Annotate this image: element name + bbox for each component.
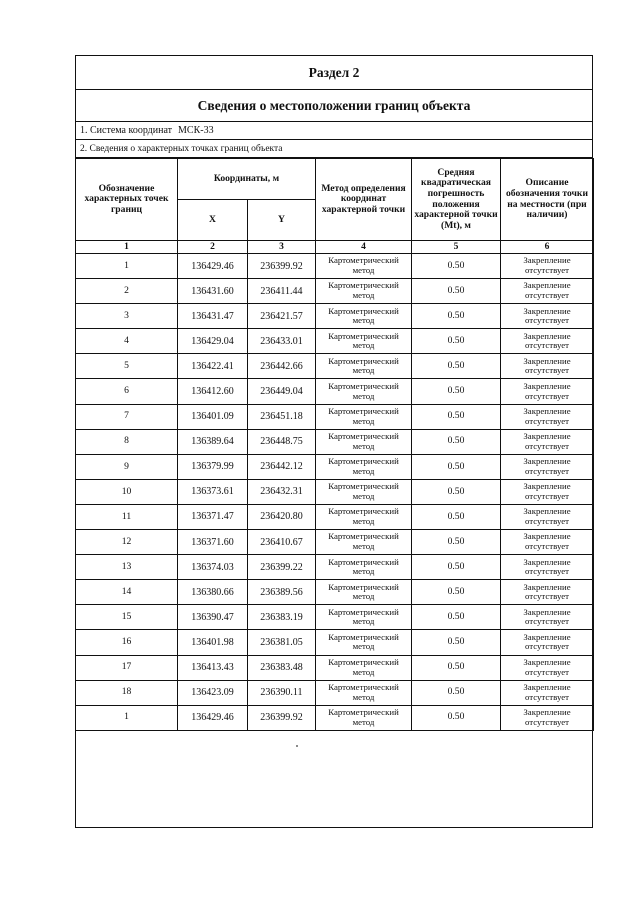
x-coordinate-cell: 136423.09	[178, 680, 248, 705]
point-id-cell: 18	[76, 680, 178, 705]
header-description: Описание обозначения точки на местности (при наличии)	[501, 159, 594, 241]
header-y: Y	[248, 200, 316, 241]
x-coordinate-cell: 136374.03	[178, 555, 248, 580]
table-row	[76, 479, 594, 504]
point-id-cell: 1	[76, 254, 178, 279]
y-coordinate-cell: 236449.04	[248, 379, 316, 404]
method-cell: Картометрический метод	[316, 329, 412, 354]
point-id-cell: 4	[76, 329, 178, 354]
method-cell: Картометрический метод	[316, 479, 412, 504]
error-cell: 0.50	[412, 705, 501, 730]
y-coordinate-cell: 236442.66	[248, 354, 316, 379]
x-coordinate-cell: 136401.98	[178, 630, 248, 655]
table-row	[76, 580, 594, 605]
method-cell: Картометрический метод	[316, 630, 412, 655]
error-cell: 0.50	[412, 354, 501, 379]
x-coordinate-cell: 136379.99	[178, 454, 248, 479]
table-row	[76, 555, 594, 580]
point-id-cell: 10	[76, 479, 178, 504]
y-coordinate-cell: 236411.44	[248, 279, 316, 304]
method-cell: Картометрический метод	[316, 404, 412, 429]
section-title: Раздел 2	[76, 56, 592, 90]
scan-speck	[296, 745, 298, 747]
table-row	[76, 404, 594, 429]
point-id-cell: 15	[76, 605, 178, 630]
point-id-cell: 1	[76, 705, 178, 730]
error-cell: 0.50	[412, 555, 501, 580]
y-coordinate-cell: 236399.22	[248, 555, 316, 580]
method-cell: Картометрический метод	[316, 454, 412, 479]
column-number: 6	[501, 241, 594, 254]
error-cell: 0.50	[412, 580, 501, 605]
table-row	[76, 680, 594, 705]
points-section-label: 2. Сведения о характерных точках границ объекта	[76, 140, 592, 158]
method-cell: Картометрический метод	[316, 379, 412, 404]
points-table	[75, 158, 594, 731]
error-cell: 0.50	[412, 605, 501, 630]
table-row	[76, 504, 594, 529]
table-row	[76, 379, 594, 404]
error-cell: 0.50	[412, 630, 501, 655]
description-cell: Закрепление отсутствует	[501, 504, 594, 529]
y-coordinate-cell: 236451.18	[248, 404, 316, 429]
x-coordinate-cell: 136380.66	[178, 580, 248, 605]
point-id-cell: 3	[76, 304, 178, 329]
table-row	[76, 329, 594, 354]
error-cell: 0.50	[412, 454, 501, 479]
coordinate-system-value: МСК-33	[178, 125, 214, 136]
section-subtitle: Сведения о местоположении границ объекта	[76, 90, 592, 122]
error-cell: 0.50	[412, 379, 501, 404]
table-row	[76, 530, 594, 555]
error-cell: 0.50	[412, 530, 501, 555]
y-coordinate-cell: 236433.01	[248, 329, 316, 354]
y-coordinate-cell: 236383.48	[248, 655, 316, 680]
table-row	[76, 354, 594, 379]
description-cell: Закрепление отсутствует	[501, 605, 594, 630]
column-numbers-row	[76, 241, 594, 254]
description-cell: Закрепление отсутствует	[501, 354, 594, 379]
description-cell: Закрепление отсутствует	[501, 530, 594, 555]
column-number: 5	[412, 241, 501, 254]
y-coordinate-cell: 236432.31	[248, 479, 316, 504]
x-coordinate-cell: 136413.43	[178, 655, 248, 680]
point-id-cell: 7	[76, 404, 178, 429]
method-cell: Картометрический метод	[316, 580, 412, 605]
error-cell: 0.50	[412, 655, 501, 680]
table-row	[76, 279, 594, 304]
error-cell: 0.50	[412, 304, 501, 329]
header-error: Средняя квадратическая погрешность положения характерной точки (Mt), м	[412, 159, 501, 241]
y-coordinate-cell: 236410.67	[248, 530, 316, 555]
x-coordinate-cell: 136431.47	[178, 304, 248, 329]
y-coordinate-cell: 236448.75	[248, 429, 316, 454]
column-number: 1	[76, 241, 178, 254]
x-coordinate-cell: 136429.46	[178, 254, 248, 279]
column-number: 3	[248, 241, 316, 254]
error-cell: 0.50	[412, 254, 501, 279]
error-cell: 0.50	[412, 504, 501, 529]
coordinate-system-row	[76, 122, 592, 140]
y-coordinate-cell: 236383.19	[248, 605, 316, 630]
point-id-cell: 11	[76, 504, 178, 529]
description-cell: Закрепление отсутствует	[501, 454, 594, 479]
method-cell: Картометрический метод	[316, 254, 412, 279]
header-coordinates: Координаты, м	[178, 159, 316, 200]
method-cell: Картометрический метод	[316, 655, 412, 680]
points-table-body	[76, 254, 594, 731]
description-cell: Закрепление отсутствует	[501, 329, 594, 354]
y-coordinate-cell: 236420.80	[248, 504, 316, 529]
point-id-cell: 13	[76, 555, 178, 580]
method-cell: Картометрический метод	[316, 304, 412, 329]
header-x: X	[178, 200, 248, 241]
method-cell: Картометрический метод	[316, 279, 412, 304]
point-id-cell: 5	[76, 354, 178, 379]
y-coordinate-cell: 236421.57	[248, 304, 316, 329]
table-row	[76, 705, 594, 730]
table-row	[76, 630, 594, 655]
description-cell: Закрепление отсутствует	[501, 479, 594, 504]
description-cell: Закрепление отсутствует	[501, 379, 594, 404]
point-id-cell: 17	[76, 655, 178, 680]
method-cell: Картометрический метод	[316, 429, 412, 454]
header-method: Метод определения координат характерной точки	[316, 159, 412, 241]
x-coordinate-cell: 136412.60	[178, 379, 248, 404]
x-coordinate-cell: 136389.64	[178, 429, 248, 454]
column-number: 4	[316, 241, 412, 254]
x-coordinate-cell: 136429.46	[178, 705, 248, 730]
point-id-cell: 9	[76, 454, 178, 479]
x-coordinate-cell: 136371.47	[178, 504, 248, 529]
x-coordinate-cell: 136401.09	[178, 404, 248, 429]
error-cell: 0.50	[412, 429, 501, 454]
y-coordinate-cell: 236389.56	[248, 580, 316, 605]
method-cell: Картометрический метод	[316, 504, 412, 529]
y-coordinate-cell: 236390.11	[248, 680, 316, 705]
point-id-cell: 14	[76, 580, 178, 605]
point-id-cell: 6	[76, 379, 178, 404]
description-cell: Закрепление отсутствует	[501, 279, 594, 304]
table-row	[76, 605, 594, 630]
error-cell: 0.50	[412, 680, 501, 705]
table-row	[76, 429, 594, 454]
error-cell: 0.50	[412, 329, 501, 354]
table-row	[76, 304, 594, 329]
x-coordinate-cell: 136373.61	[178, 479, 248, 504]
point-id-cell: 12	[76, 530, 178, 555]
method-cell: Картометрический метод	[316, 555, 412, 580]
y-coordinate-cell: 236381.05	[248, 630, 316, 655]
point-id-cell: 16	[76, 630, 178, 655]
point-id-cell: 2	[76, 279, 178, 304]
section-frame	[75, 55, 593, 828]
header-designation: Обозначение характерных точек границ	[76, 159, 178, 241]
method-cell: Картометрический метод	[316, 705, 412, 730]
table-row	[76, 454, 594, 479]
method-cell: Картометрический метод	[316, 354, 412, 379]
error-cell: 0.50	[412, 404, 501, 429]
x-coordinate-cell: 136431.60	[178, 279, 248, 304]
y-coordinate-cell: 236399.92	[248, 705, 316, 730]
method-cell: Картометрический метод	[316, 530, 412, 555]
table-row	[76, 254, 594, 279]
description-cell: Закрепление отсутствует	[501, 429, 594, 454]
table-row	[76, 655, 594, 680]
description-cell: Закрепление отсутствует	[501, 655, 594, 680]
error-cell: 0.50	[412, 479, 501, 504]
description-cell: Закрепление отсутствует	[501, 705, 594, 730]
x-coordinate-cell: 136429.04	[178, 329, 248, 354]
error-cell: 0.50	[412, 279, 501, 304]
description-cell: Закрепление отсутствует	[501, 404, 594, 429]
x-coordinate-cell: 136422.41	[178, 354, 248, 379]
method-cell: Картометрический метод	[316, 605, 412, 630]
x-coordinate-cell: 136371.60	[178, 530, 248, 555]
description-cell: Закрепление отсутствует	[501, 680, 594, 705]
y-coordinate-cell: 236399.92	[248, 254, 316, 279]
description-cell: Закрепление отсутствует	[501, 580, 594, 605]
coordinate-system-label: 1. Система координат	[80, 125, 173, 136]
description-cell: Закрепление отсутствует	[501, 304, 594, 329]
description-cell: Закрепление отсутствует	[501, 630, 594, 655]
y-coordinate-cell: 236442.12	[248, 454, 316, 479]
x-coordinate-cell: 136390.47	[178, 605, 248, 630]
column-number: 2	[178, 241, 248, 254]
description-cell: Закрепление отсутствует	[501, 555, 594, 580]
method-cell: Картометрический метод	[316, 680, 412, 705]
description-cell: Закрепление отсутствует	[501, 254, 594, 279]
point-id-cell: 8	[76, 429, 178, 454]
